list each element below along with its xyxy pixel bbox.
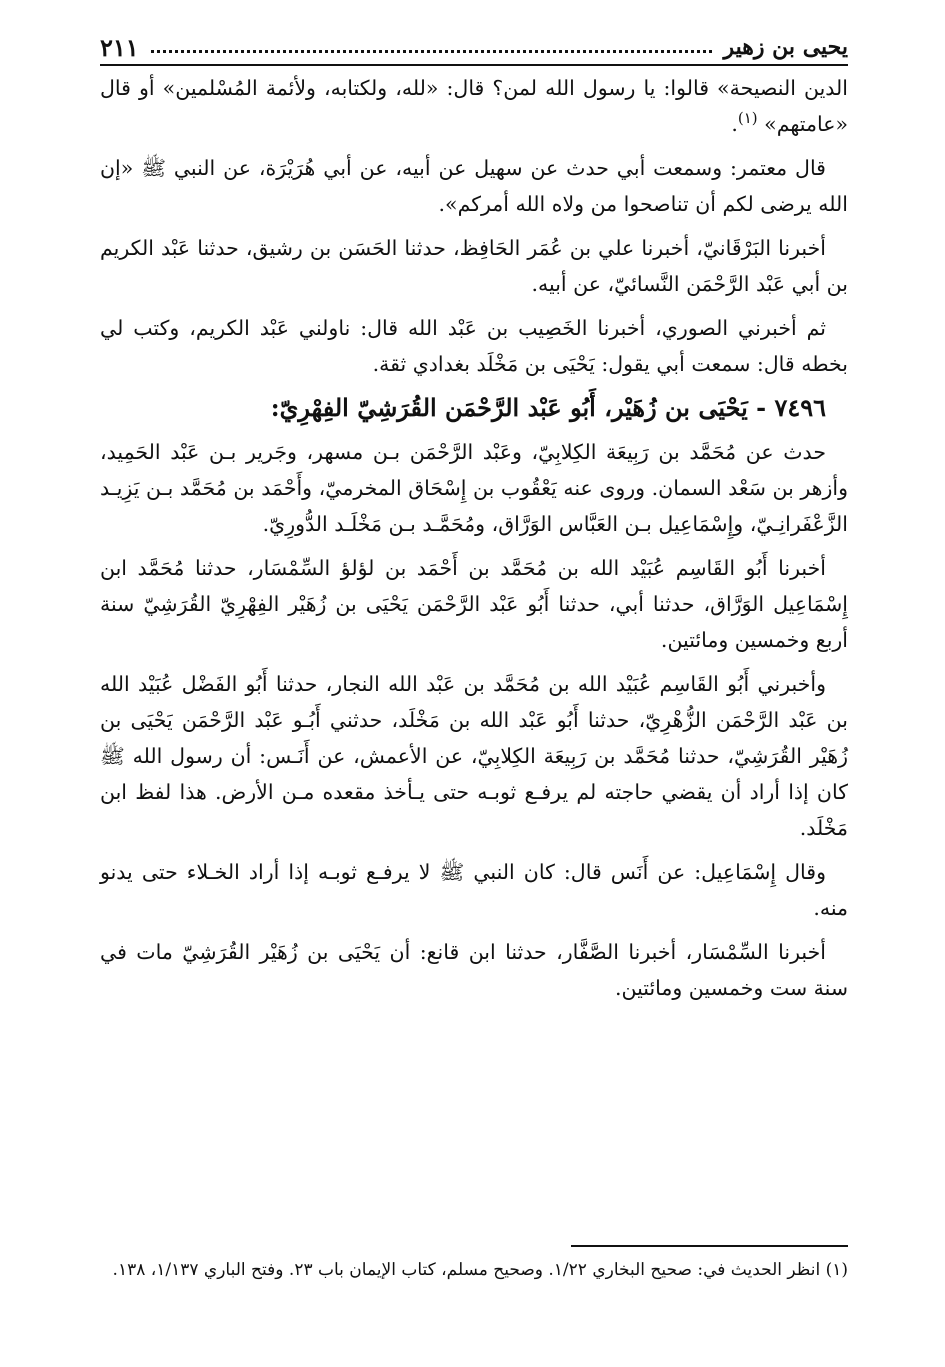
footnote-reference: (١) [737,109,758,128]
paragraph-text: الدين النصيحة» قالوا: يا رسول الله لمن؟ قال: «لله، ولكتابه، ولأئمة المُسْلمين» أو قال «عامتهم» [100,76,848,136]
main-text [100,70,848,1014]
footnote: (١) انظر الحديث في: صحيح البخاري ١/٢٢. وصحيح مسلم، كتاب الإيمان باب ٢٣. وفتح الباري ١/١٣٧، ١٣٨. [112,1260,848,1280]
paragraph-suri: ثم أخبرني الصوري، أخبرنا الخَصِيب بن عَبْد الله قال: ناولني عَبْد الكريم، وكتب لي بخطه قال: سمعت أبي يقول: يَحْيَى بن مَخْلَد بغدادي ثقة. [100,316,848,376]
paragraph-hadith-end [100,70,848,142]
paragraph-biography: حدث عن مُحَمَّد بن رَبِيعَة الكِلابِيّ، وعَبْد الرَّحْمَن بـن مسهر، وجَرير بـن عَبْد الحَمِيد، وأزهر بن سَعْد السمان. وروى عنه يَعْقُوب بن إِسْحَاق المخرميّ، وأَحْمَد بن مُحَمَّد بـن يَزِيـد الزَّعْفَرانِـيّ، وإِسْمَاعِيل بـن العَبَّاس الوَرَّاق، ومُحَمَّـد بـن مَخْلَـد الدُّورِيّ. [100,440,848,536]
paragraph-tail: . [731,112,738,136]
paragraph-ismail: وقال إِسْمَاعِيل: عن أَنَس قال: كان النبي ﷺ لا يرفـع ثوبـه إذا أراد الخـلاء حتى يدنو منه. [100,860,848,920]
paragraph-samsar: أخبرنا أَبُو القَاسِم عُبَيْد الله بن مُحَمَّد بن أَحْمَد بن لؤلؤ السِّمْسَار، حدثنا مُحَمَّد ابن إِسْمَاعِيل الوَرَّاق، حدثنا أبي، حدثنا أَبُو عَبْد الرَّحْمَن يَحْيَى بن زُهَيْر الفِهْرِيّ القُرَشِيّ سنة أربع وخمسين ومائتين. [100,556,848,652]
paragraph-barqani: أخبرنا البَرْقَانيّ، أخبرنا علي بن عُمَر الحَافِظ، حدثنا الحَسَن بن رشيق، حدثنا عَبْد الكريم بن أبي عَبْد الرَّحْمَن النَّسائيّ، عن أبيه. [100,236,848,296]
page-header [100,30,848,66]
page-number: ٢١١ [100,32,139,62]
paragraph-death-date: أخبرنا السِّمْسَار، أخبرنا الصَّفَّار، حدثنا ابن قانع: أن يَحْيَى بن زُهَيْر القُرَشِيّ مات في سنة ست وخمسين ومائتين. [100,940,848,1000]
footnote-divider [571,1245,848,1247]
header-leader-dots [151,50,712,53]
paragraph-moatamir: قال معتمر: وسمعت أبي حدث عن سهيل عن أبيه، عن أبي هُرَيْرَة، عن النبي ﷺ «إن الله يرضى لكم أن تناصحوا من ولاه الله أمركم». [100,156,848,216]
paragraph-najjar-hadith: وأخبرني أَبُو القَاسِم عُبَيْد الله بن مُحَمَّد بن عَبْد الله النجار، حدثنا أَبُو الفَضْل عُبَيْد الله بن عَبْد الرَّحْمَن الزُّهْرِيّ، حدثنا أَبُو عَبْد الله بن مَخْلَد، حدثني أَبُـو عَبْد الرَّحْمَن يَحْيَى بن زُهَيْر القُرَشِيّ، حدثنا مُحَمَّد بن رَبِيعَة الكِلابِيّ، عن الأعمش، عن أَنَـس: أن رسول الله ﷺ كان إذا أراد أن يقضي حاجته لم يرفـع ثوبـه حتى يـأخذ مقعده مـن الأرض. هذا لفظ ابن مَخْلَد. [100,672,848,840]
entry-heading: ٧٤٩٦ - يَحْيَى بن زُهَيْر، أَبُو عَبْد الرَّحْمَن القُرَشِيّ الفِهْرِيّ: [270,393,826,422]
running-title: يحيى بن زهير [723,34,848,60]
